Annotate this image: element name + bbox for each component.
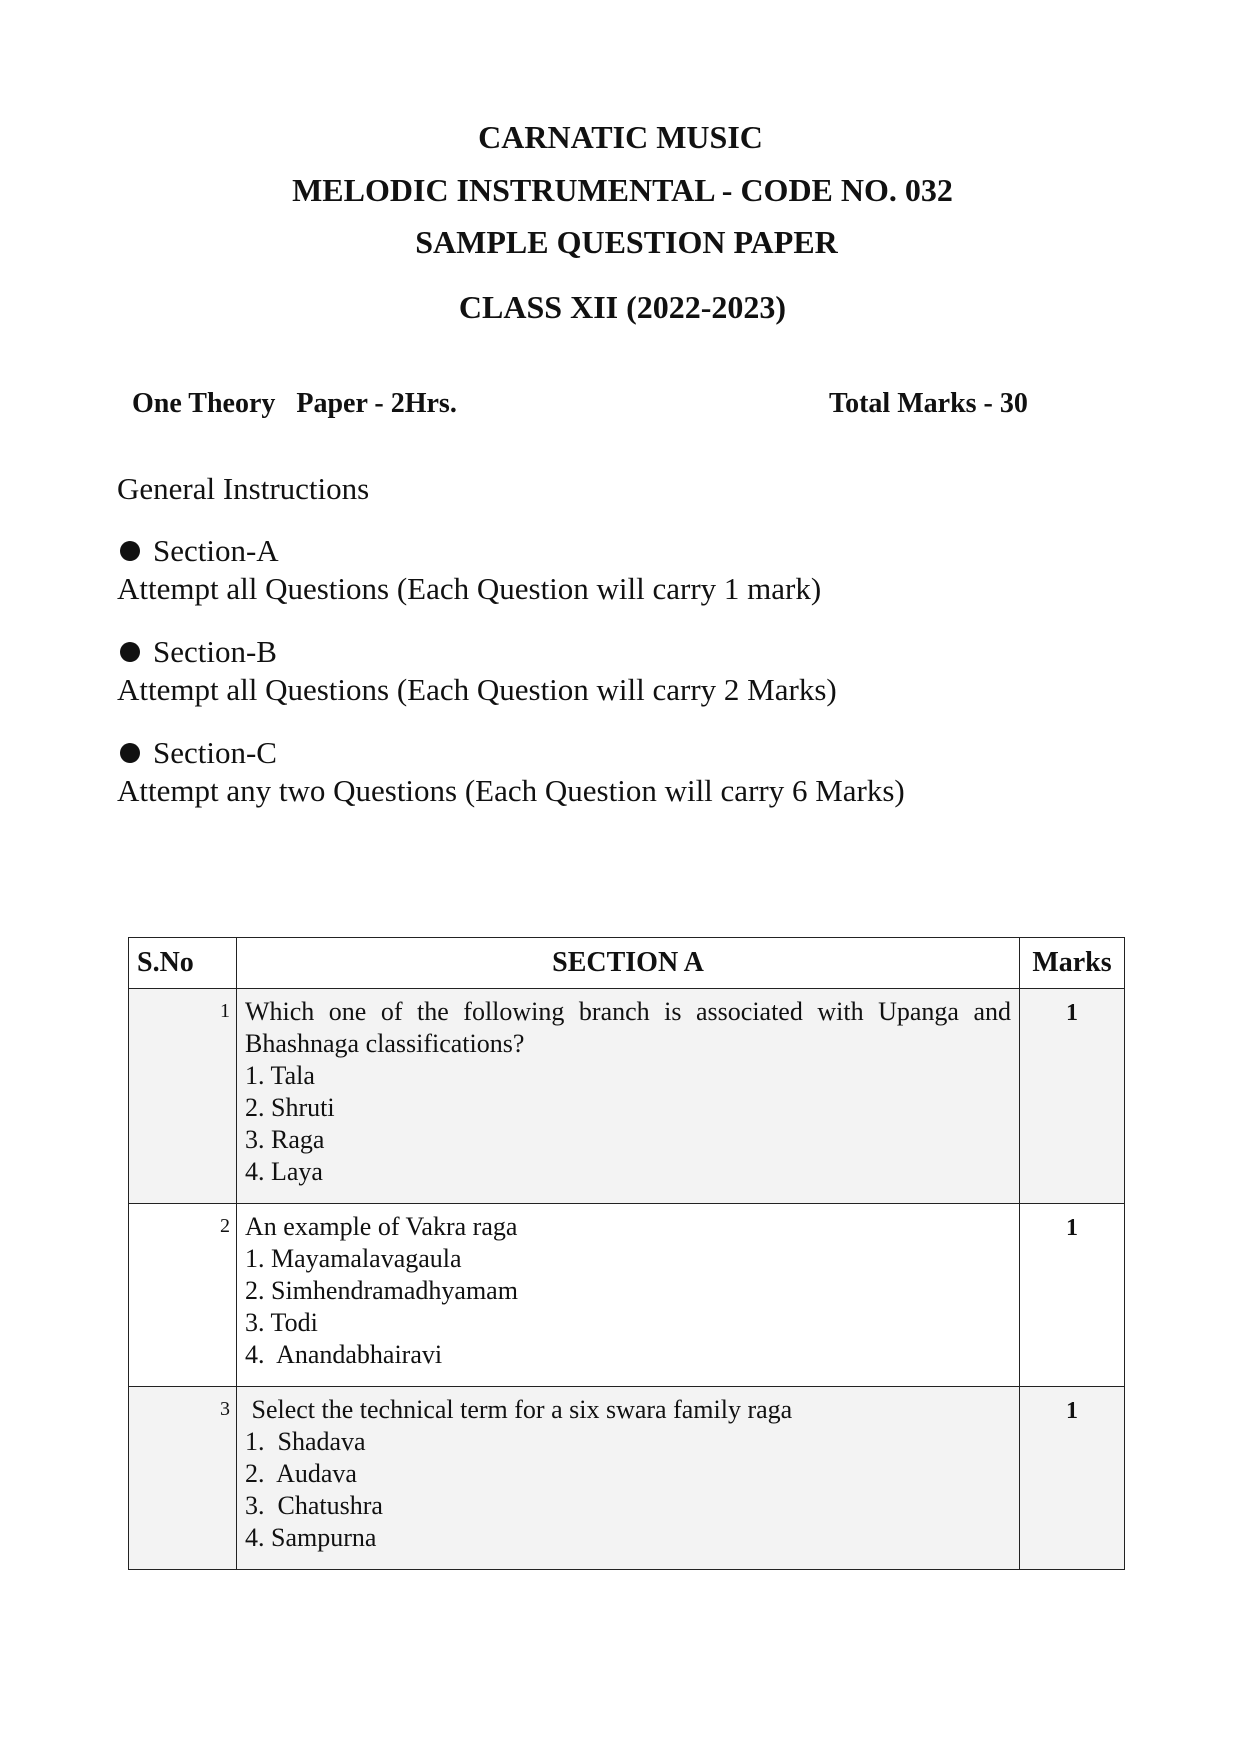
option: 4. Laya [245,1157,323,1186]
option: 2. Simhendramadhyamam [245,1276,518,1305]
table-row [129,989,1125,1204]
question-number: 2 [129,1204,237,1387]
instructions-title: General Instructions [117,471,370,506]
bullet-icon [120,541,140,561]
total-marks: Total Marks - 30 [829,388,1028,419]
question-marks: 1 [1020,1204,1125,1387]
subject-code-heading: MELODIC INSTRUMENTAL - CODE NO. 032 [292,172,953,208]
paper-duration: One Theory Paper - 2Hrs. [132,388,457,419]
question-marks: 1 [1020,1387,1125,1570]
section-name: Section-B [153,634,277,669]
question-cell [237,989,1020,1204]
bullet-icon [120,642,140,662]
table-header-row [129,938,1125,989]
sno-header: S.No [129,938,237,989]
option: 1. Mayamalavagaula [245,1244,462,1273]
option: 3. Todi [245,1308,318,1337]
marks-header: Marks [1020,938,1125,989]
option: 3. Raga [245,1125,325,1154]
table-row [129,1204,1125,1387]
instruction-section-b [117,633,837,709]
class-heading: CLASS XII (2022-2023) [458,289,787,325]
question-text: An example of Vakra raga [245,1212,518,1241]
question-cell [237,1204,1020,1387]
question-number: 1 [129,989,237,1204]
question-text: Select the technical term for a six swara family raga [245,1395,793,1424]
section-instruction: Attempt all Questions (Each Question will carry 2 Marks) [117,672,837,707]
option: 4. Anandabhairavi [245,1340,443,1369]
option: 3. Chatushra [245,1491,383,1520]
section-name: Section-C [153,735,277,770]
section-header: SECTION A [237,938,1020,989]
option: 4. Sampurna [245,1523,377,1552]
paper-type-heading: SAMPLE QUESTION PAPER [415,224,838,260]
instruction-section-a [117,532,821,608]
option: 1. Shadava [245,1427,366,1456]
question-number: 3 [129,1387,237,1570]
option: 1. Tala [245,1061,315,1090]
question-marks: 1 [1020,989,1125,1204]
question-cell [237,1387,1020,1570]
option: 2. Shruti [245,1093,335,1122]
option: 2. Audava [245,1459,357,1488]
instruction-section-c [117,734,905,810]
section-instruction: Attempt any two Questions (Each Question will carry 6 Marks) [117,773,905,808]
question-text: Which one of the following branch is associated with Upanga and Bhashnaga classifications? [245,997,1011,1058]
table-row [129,1387,1125,1570]
page-title: CARNATIC MUSIC [478,119,763,155]
section-instruction: Attempt all Questions (Each Question will carry 1 mark) [117,571,822,606]
section-name: Section-A [153,533,279,568]
bullet-icon [120,743,140,763]
question-table [128,937,1125,1570]
